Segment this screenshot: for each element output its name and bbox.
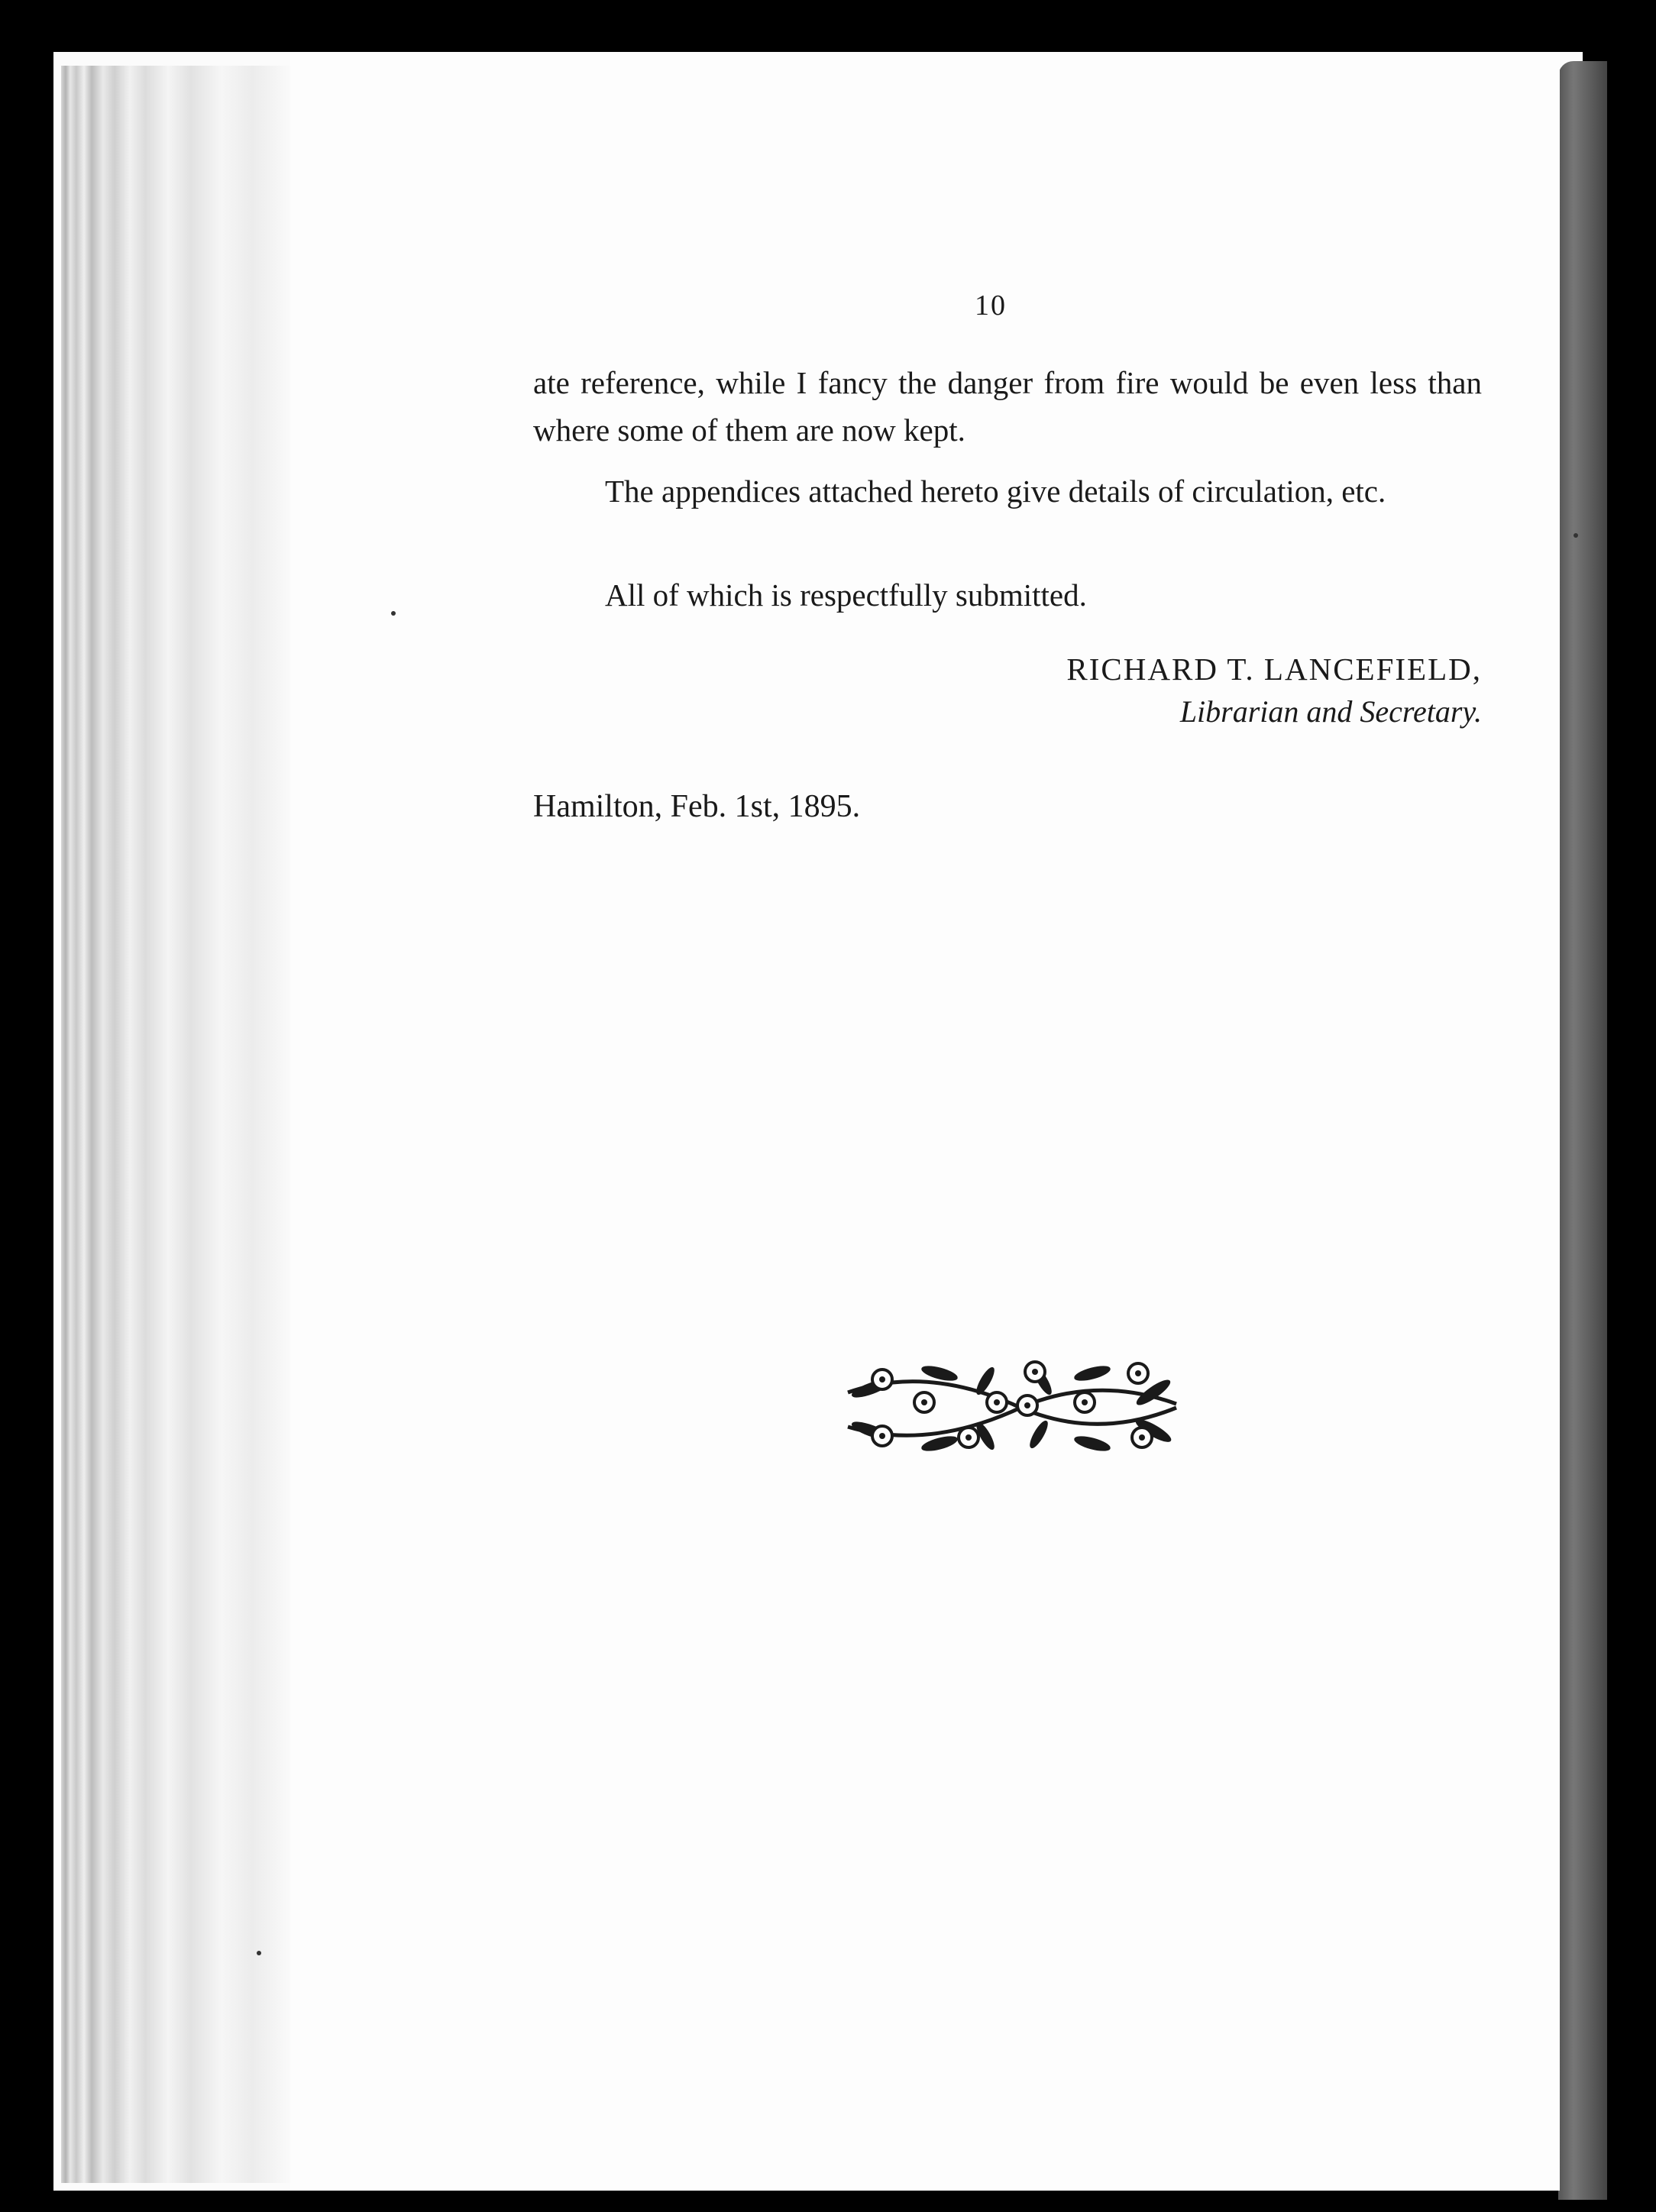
signature-name: RICHARD T. LANCEFIELD, [1066, 652, 1482, 687]
page-edges [61, 66, 290, 2183]
book-binding-edge [1558, 61, 1607, 2200]
date-line: Hamilton, Feb. 1st, 1895. [533, 789, 861, 824]
dust-speck [391, 611, 396, 616]
floral-vine-ornament-icon [840, 1358, 1184, 1457]
signature-title: Librarian and Secretary. [1179, 694, 1482, 729]
paragraph: All of which is respectfully submitted. [605, 577, 1087, 613]
paragraph: ate reference, while I fancy the danger from fire would be even less than where some of them are now kept. [533, 365, 1482, 448]
dust-speck [257, 1951, 261, 1955]
page-number: 10 [975, 289, 1007, 322]
paragraph: The appendices attached hereto give details of circulation, etc. [605, 474, 1386, 509]
dust-speck [1574, 533, 1578, 538]
